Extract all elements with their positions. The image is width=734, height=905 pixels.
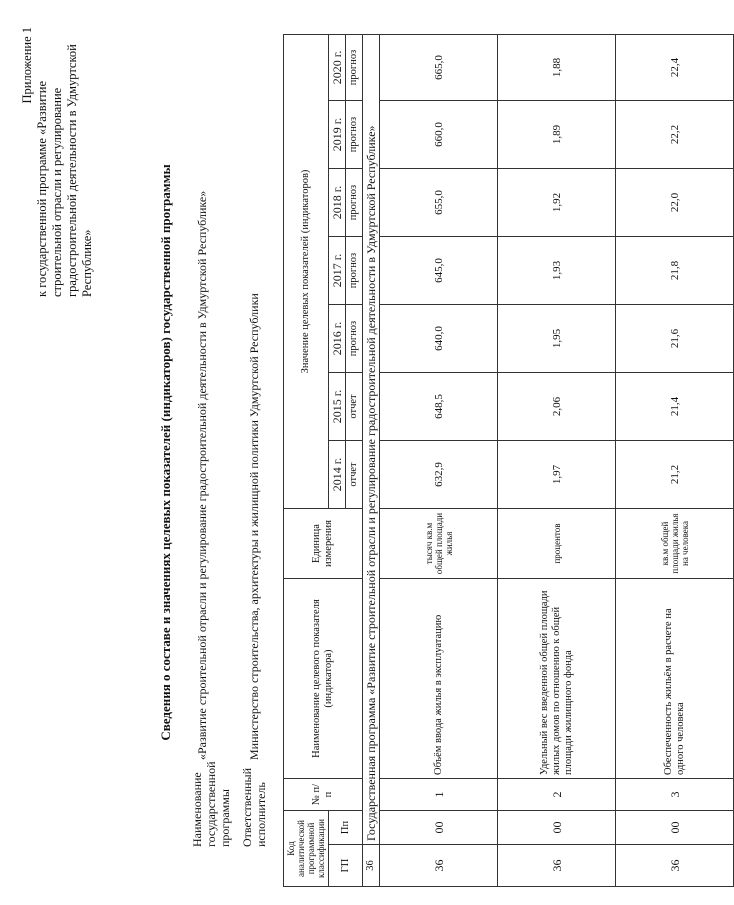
section-code: 36 [363, 845, 380, 887]
executor-value: Министерство строительства, архитектуры и жилищной политики Удмуртской Республики [247, 293, 261, 760]
value-cell: 1,89 [498, 101, 616, 169]
table-row [380, 34, 498, 886]
year-header: 2019 г. [329, 101, 346, 169]
status-header: прогноз [346, 169, 363, 237]
gp-cell: 36 [616, 845, 734, 887]
value-cell: 1,88 [498, 34, 616, 100]
value-cell: 1,93 [498, 237, 616, 305]
year-header: 2017 г. [329, 237, 346, 305]
pp-cell: 00 [616, 811, 734, 845]
name-header: Наименование целевого показателя (индикатора) [284, 579, 363, 779]
value-cell: 21,4 [616, 373, 734, 441]
value-cell: 22,0 [616, 169, 734, 237]
unit-cell: кв.м общей площади жилья на человека [616, 509, 734, 579]
section-title: Государственная программа «Развитие строительной отрасли и регулирование градостроительной деятельности в Удмуртской Республике» [363, 34, 380, 844]
code-header: Код аналитической программной классификации [284, 811, 329, 887]
value-cell: 2,06 [498, 373, 616, 441]
value-cell: 665,0 [380, 34, 498, 100]
num-cell: 1 [380, 779, 498, 811]
table-row [498, 34, 616, 886]
pp-cell: 00 [380, 811, 498, 845]
table-row [616, 34, 734, 886]
value-cell: 632,9 [380, 441, 498, 509]
value-cell: 1,92 [498, 169, 616, 237]
indicator-name: Удельный вес введенной общей площади жилых домов по отношению к общей площади жилищного фонда [498, 579, 616, 779]
gp-cell: 36 [380, 845, 498, 887]
value-cell: 655,0 [380, 169, 498, 237]
pp-cell: 00 [498, 811, 616, 845]
unit-cell: процентов [498, 509, 616, 579]
program-label: Наименование государственной программы [190, 761, 232, 847]
program-value: «Развитие строительной отрасли и регулирование градостроительной деятельности в Удмуртской Республике» [195, 190, 209, 760]
year-header: 2014 г. [329, 441, 346, 509]
status-header: прогноз [346, 237, 363, 305]
year-header: 2018 г. [329, 169, 346, 237]
values-header: Значение целевых показателей (индикаторов) [284, 34, 329, 508]
section-row [363, 34, 380, 886]
gp-cell: 36 [498, 845, 616, 887]
status-header: отчет [346, 441, 363, 509]
indicator-name: Объём ввода жилья в эксплуатацию [380, 579, 498, 779]
header-row-1 [284, 34, 329, 886]
indicator-name: Обеспеченность жильём в расчете на одного человека [616, 579, 734, 779]
num-cell: 2 [498, 779, 616, 811]
value-cell: 1,95 [498, 305, 616, 373]
unit-header: Единица измерения [284, 509, 363, 579]
value-cell: 22,2 [616, 101, 734, 169]
value-cell: 640,0 [380, 305, 498, 373]
value-cell: 1,97 [498, 441, 616, 509]
year-header: 2020 г. [329, 34, 346, 100]
value-cell: 648,5 [380, 373, 498, 441]
appendix-text: к государственной программе «Развитие строительной отрасли и регулирование градостроительной деятельности в Удмуртской Республике» [35, 44, 94, 297]
num-cell: 3 [616, 779, 734, 811]
status-header: отчет [346, 373, 363, 441]
status-header: прогноз [346, 305, 363, 373]
pp-header: Пп [329, 811, 363, 845]
appendix-note [20, 27, 95, 297]
executor-label: Ответственный исполнитель [240, 767, 268, 847]
value-cell: 21,2 [616, 441, 734, 509]
indicators-table [283, 34, 734, 887]
gp-header: ГП [329, 845, 363, 887]
unit-cell: тысяч кв.м общей площади жилья [380, 509, 498, 579]
value-cell: 645,0 [380, 237, 498, 305]
status-header: прогноз [346, 34, 363, 100]
year-header: 2015 г. [329, 373, 346, 441]
value-cell: 21,6 [616, 305, 734, 373]
value-cell: 22,4 [616, 34, 734, 100]
num-header: № п/п [284, 779, 363, 811]
document-title: Сведения о составе и значениях целевых показателей (индикаторов) государственной программы [158, 164, 173, 741]
status-header: прогноз [346, 101, 363, 169]
year-header: 2016 г. [329, 305, 346, 373]
appendix-title: Приложение 1 [20, 27, 34, 104]
value-cell: 21,8 [616, 237, 734, 305]
value-cell: 660,0 [380, 101, 498, 169]
